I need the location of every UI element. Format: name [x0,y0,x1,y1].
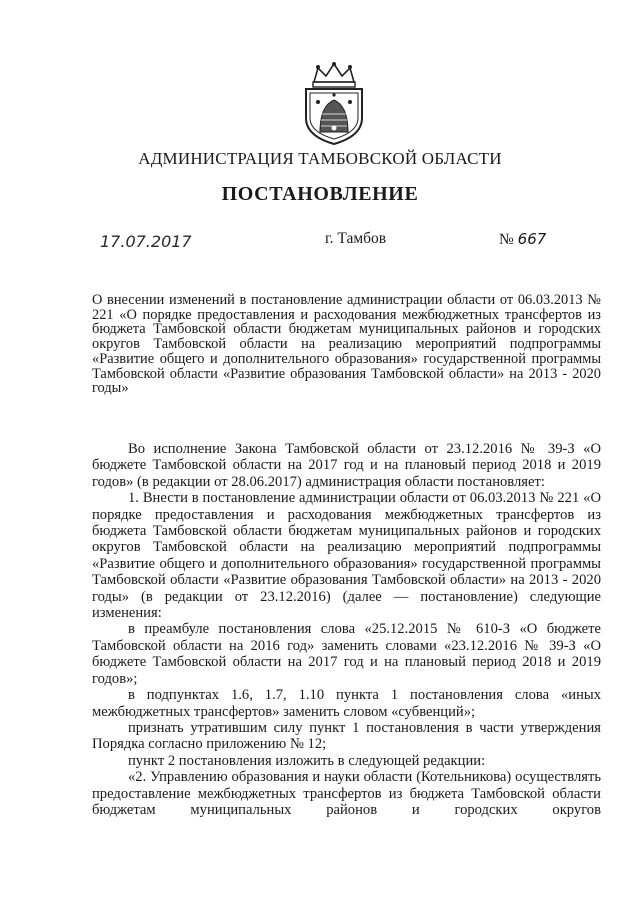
organization-name: АДМИНИСТРАЦИЯ ТАМБОВСКОЙ ОБЛАСТИ [138,149,502,168]
number-label: № [499,231,514,248]
body-paragraph: в преамбуле постановления слова «25.12.2015 № 610-З «О бюджете Тамбовской области на 2016 год» заменить словами «23.12.2016 № 39-З «О бюджете Тамбовской области на 2017 год и на плановый период 2018 и 2019 годов»; [92,621,601,687]
document-number [499,230,546,249]
document-body [92,441,601,818]
body-paragraph: признать утратившим силу пункт 1 постановления в части утверждения Порядка согласно приложению № 12; [92,719,601,753]
body-paragraph: Во исполнение Закона Тамбовской области от 23.12.2016 № 39-З «О бюджете Тамбовской области на 2017 год и на плановый период 2018 и 2019 годов» (в редакции от 28.06.2017) администрация области постановляет: [92,441,601,490]
document-city: г. Тамбов [325,230,387,247]
body-paragraph: «2. Управлению образования и науки области (Котельникова) осуществлять предоставление межбюджетных трансфертов из бюджета Тамбовской области бюджетам муниципальных районов и городских округов [92,769,601,818]
document-type-title: ПОСТАНОВЛЕНИЕ [221,183,419,205]
document-date: 17.07.2017 [100,232,192,251]
body-paragraph: 1. Внести в постановление администрации области от 06.03.2013 № 221 «О порядке предоставления и расходования межбюджетных трансфертов из бюджета Тамбовской области бюджетам муниципальных районов и городских округов Тамбовской области на реализацию мероприятий подпрограммы «Развитие общего и дополнительного образования» государственной программы Тамбовской области «Развитие образования Тамбовской области» на 2013 - 2020 годы» (в редакции от 23.12.2016) (далее — постановление) следующие изменения: [92,490,601,622]
number-value: 667 [517,230,547,248]
body-paragraph: пункт 2 постановления изложить в следующей редакции: [128,752,486,769]
coat-of-arms-icon [300,62,368,146]
body-paragraph: в подпунктах 1.6, 1.7, 1.10 пункта 1 постановления слова «иных межбюджетных трансфертов» заменить словом «субвенций»; [92,687,601,720]
document-subject: О внесении изменений в постановление администрации области от 06.03.2013 № 221 «О порядке предоставления и расходования межбюджетных трансфертов из бюджета Тамбовской области бюджетам муниципальных районов и городских округов Тамбовской области на реализацию мероприятий подпрограммы «Развитие общего и дополнительного образования» государственной программы Тамбовской области «Развитие образования Тамбовской области» на 2013 - 2020 годы» [92,292,601,397]
